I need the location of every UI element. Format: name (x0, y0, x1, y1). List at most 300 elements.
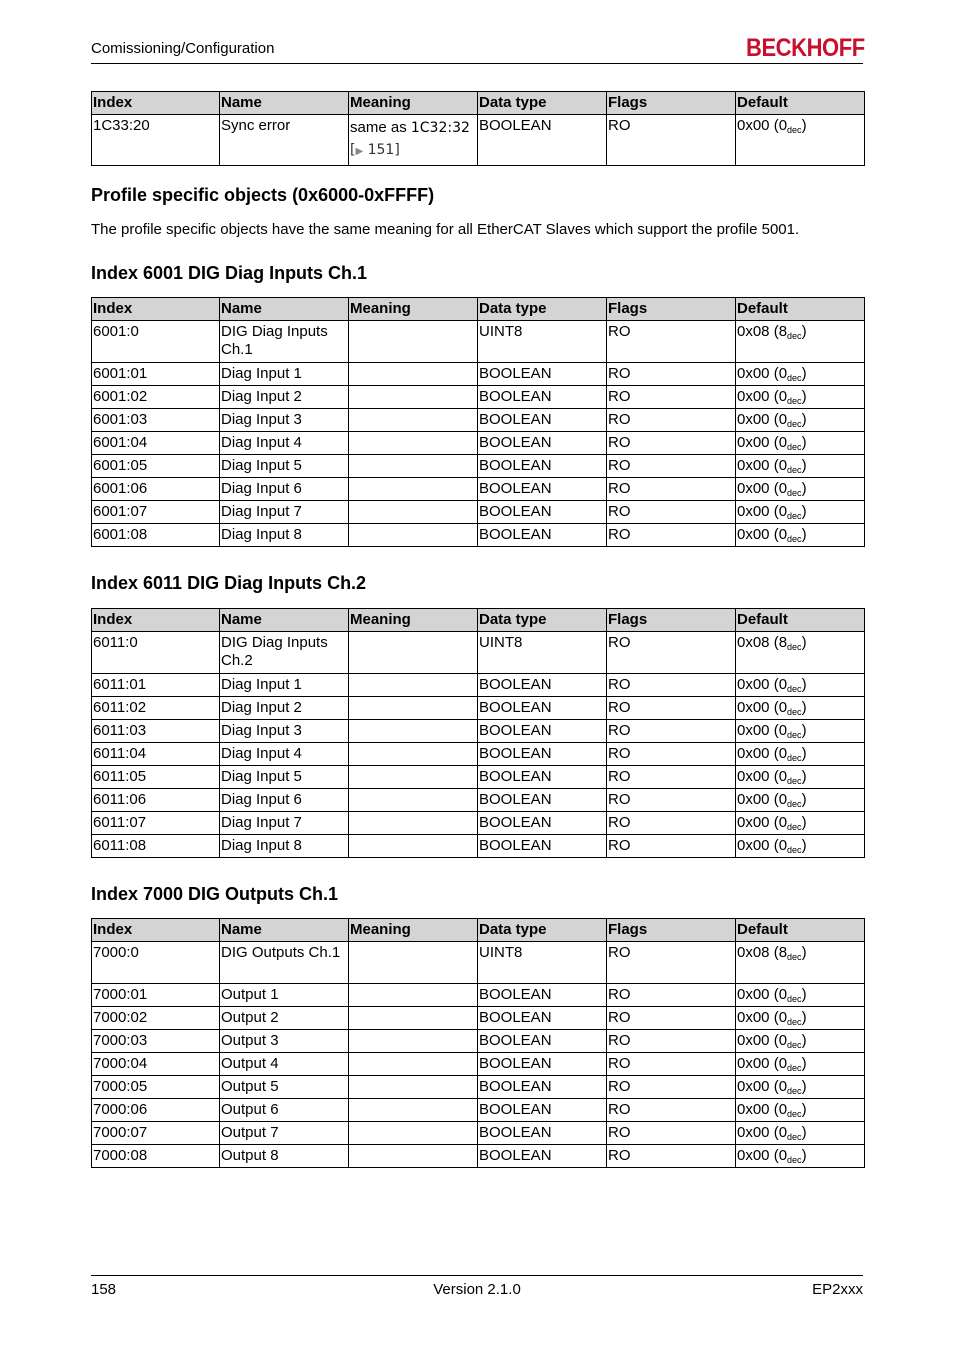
default-value: 0x08 (8 (737, 323, 788, 340)
default-subscript: dec (787, 845, 802, 855)
table-row (92, 432, 865, 455)
table-row (92, 386, 865, 409)
cell-name: Diag Input 1 (220, 674, 349, 697)
cell-default (736, 386, 865, 409)
cell-meaning (349, 1099, 478, 1122)
default-value: 0x00 (0 (737, 411, 788, 428)
cell-index: 6001:08 (92, 524, 220, 547)
default-value: 0x00 (0 (737, 676, 788, 693)
table-header-row (92, 298, 865, 321)
default-subscript: dec (787, 331, 802, 341)
cell-index: 6011:03 (92, 720, 220, 743)
default-subscript: dec (787, 707, 802, 717)
cell-data-type: BOOLEAN (478, 743, 607, 766)
default-close: ) (801, 944, 807, 961)
cell-flags: RO (607, 942, 736, 984)
cell-index: 6001:06 (92, 478, 220, 501)
default-value: 0x00 (0 (737, 745, 788, 762)
table-header-row (92, 919, 865, 942)
table-header-row (92, 609, 865, 632)
cell-meaning (349, 942, 478, 984)
default-value: 0x00 (0 (737, 791, 788, 808)
column-header-data-type: Data type (478, 609, 607, 632)
default-value: 0x00 (0 (737, 814, 788, 831)
cell-name: Output 2 (220, 1007, 349, 1030)
default-close: ) (801, 676, 807, 693)
default-subscript: dec (787, 952, 802, 962)
column-header-index: Index (92, 609, 220, 632)
cell-data-type: BOOLEAN (478, 478, 607, 501)
cell-default (736, 674, 865, 697)
cell-default (736, 697, 865, 720)
default-close: ) (801, 745, 807, 762)
cell-meaning (349, 632, 478, 674)
column-header-default: Default (736, 92, 865, 115)
column-header-name: Name (220, 609, 349, 632)
default-value: 0x00 (0 (737, 1147, 788, 1164)
cell-data-type: BOOLEAN (478, 766, 607, 789)
cell-index: 6011:02 (92, 697, 220, 720)
cell-flags: RO (607, 766, 736, 789)
default-close: ) (801, 1009, 807, 1026)
cell-flags: RO (607, 501, 736, 524)
cell-name: Diag Input 7 (220, 812, 349, 835)
cell-flags: RO (607, 743, 736, 766)
table-row (92, 478, 865, 501)
cell-flags: RO (607, 789, 736, 812)
cell-data-type: BOOLEAN (478, 363, 607, 386)
page-number: 158 (91, 1281, 117, 1298)
cell-flags: RO (607, 432, 736, 455)
cell-data-type: BOOLEAN (478, 812, 607, 835)
cell-index: 7000:08 (92, 1145, 220, 1168)
cell-flags: RO (607, 524, 736, 547)
cell-data-type: BOOLEAN (478, 409, 607, 432)
cell-meaning (349, 321, 478, 363)
cell-meaning (349, 524, 478, 547)
column-header-index: Index (92, 92, 220, 115)
cell-flags: RO (607, 386, 736, 409)
cell-meaning (349, 766, 478, 789)
cell-name: Diag Input 2 (220, 697, 349, 720)
section-heading-6001: Index 6001 DIG Diag Inputs Ch.1 (91, 263, 368, 283)
cell-name: Diag Input 6 (220, 478, 349, 501)
default-subscript: dec (787, 994, 802, 1004)
page-reference-link[interactable]: 151] (363, 142, 400, 158)
cell-flags: RO (607, 478, 736, 501)
object-table-7000 (91, 918, 865, 1168)
column-header-meaning: Meaning (349, 919, 478, 942)
cell-default (736, 478, 865, 501)
section-heading-6011: Index 6011 DIG Diag Inputs Ch.2 (91, 573, 367, 593)
table-row (92, 1099, 865, 1122)
column-header-name: Name (220, 92, 349, 115)
table-row (92, 812, 865, 835)
column-header-default: Default (736, 919, 865, 942)
default-close: ) (801, 634, 807, 651)
default-subscript: dec (787, 1132, 802, 1142)
cell-meaning (349, 1076, 478, 1099)
column-header-flags: Flags (607, 298, 736, 321)
cell-data-type: BOOLEAN (478, 1030, 607, 1053)
default-close: ) (801, 526, 807, 543)
object-table-6011 (91, 608, 865, 858)
cell-name: DIG Diag Inputs Ch.2 (220, 632, 349, 674)
chapter-title: Comissioning/Configuration (91, 40, 275, 57)
table-row (92, 115, 865, 166)
default-subscript: dec (787, 1063, 802, 1073)
default-value: 0x00 (0 (737, 526, 788, 543)
column-header-meaning: Meaning (349, 92, 478, 115)
cell-flags: RO (607, 984, 736, 1007)
cell-data-type: BOOLEAN (478, 386, 607, 409)
cell-index: 6011:06 (92, 789, 220, 812)
cell-name: Diag Input 2 (220, 386, 349, 409)
cell-name: Diag Input 7 (220, 501, 349, 524)
default-value: 0x00 (0 (737, 768, 788, 785)
cell-default (736, 1099, 865, 1122)
table-row (92, 1076, 865, 1099)
cell-default (736, 835, 865, 858)
cell-name: Diag Input 4 (220, 432, 349, 455)
default-subscript: dec (787, 822, 802, 832)
cell-flags: RO (607, 1053, 736, 1076)
cell-flags: RO (607, 835, 736, 858)
cell-default (736, 363, 865, 386)
default-value: 0x00 (0 (737, 388, 788, 405)
default-value: 0x08 (8 (737, 944, 788, 961)
default-close: ) (801, 388, 807, 405)
cell-name: Diag Input 8 (220, 524, 349, 547)
default-value: 0x00 (0 (737, 1124, 788, 1141)
default-value: 0x00 (0 (737, 1101, 788, 1118)
table-row (92, 409, 865, 432)
cell-meaning (349, 1030, 478, 1053)
cell-default (736, 115, 865, 166)
cell-index: 6011:01 (92, 674, 220, 697)
table-row (92, 1030, 865, 1053)
cell-default (736, 409, 865, 432)
cell-flags: RO (607, 363, 736, 386)
cell-meaning (349, 1122, 478, 1145)
cell-flags: RO (607, 115, 736, 166)
column-header-flags: Flags (607, 92, 736, 115)
cell-index: 6001:07 (92, 501, 220, 524)
cell-name: Diag Input 3 (220, 409, 349, 432)
table-row (92, 524, 865, 547)
table-row (92, 942, 865, 984)
default-subscript: dec (787, 465, 802, 475)
cell-data-type: BOOLEAN (478, 1076, 607, 1099)
cell-meaning (349, 1145, 478, 1168)
cell-data-type: BOOLEAN (478, 1145, 607, 1168)
default-value: 0x00 (0 (737, 480, 788, 497)
cell-default (736, 501, 865, 524)
default-subscript: dec (787, 396, 802, 406)
cell-name: Output 6 (220, 1099, 349, 1122)
cell-index: 7000:03 (92, 1030, 220, 1053)
link-arrow-icon: ▶ (355, 146, 364, 157)
default-subscript: dec (787, 730, 802, 740)
column-header-meaning: Meaning (349, 609, 478, 632)
cell-default (736, 321, 865, 363)
document-version: Version 2.1.0 (433, 1281, 521, 1298)
default-subscript: dec (787, 642, 802, 652)
table-row (92, 1122, 865, 1145)
cell-default (736, 720, 865, 743)
cell-flags: RO (607, 1145, 736, 1168)
cell-meaning (349, 720, 478, 743)
cell-default (736, 1030, 865, 1053)
default-value: 0x00 (0 (737, 699, 788, 716)
default-close: ) (801, 323, 807, 340)
default-close: ) (801, 791, 807, 808)
default-subscript: dec (787, 1017, 802, 1027)
cell-default (736, 632, 865, 674)
cell-index: 6011:04 (92, 743, 220, 766)
cell-index: 6011:08 (92, 835, 220, 858)
default-close: ) (801, 365, 807, 382)
cell-meaning (349, 386, 478, 409)
default-value: 0x00 (0 (737, 986, 788, 1003)
cell-flags: RO (607, 812, 736, 835)
cell-name: Output 8 (220, 1145, 349, 1168)
column-header-name: Name (220, 919, 349, 942)
cell-meaning (349, 789, 478, 812)
cross-reference-link[interactable]: 1C32:32 (410, 120, 470, 136)
cell-meaning (349, 812, 478, 835)
cell-name: DIG Outputs Ch.1 (220, 942, 349, 984)
default-close: ) (801, 411, 807, 428)
default-subscript: dec (787, 488, 802, 498)
cell-flags: RO (607, 674, 736, 697)
cell-meaning (349, 743, 478, 766)
default-subscript: dec (787, 753, 802, 763)
cell-default (736, 1145, 865, 1168)
default-value: 0x00 (0 (737, 503, 788, 520)
column-header-flags: Flags (607, 919, 736, 942)
cell-name: Diag Input 3 (220, 720, 349, 743)
cell-default (736, 812, 865, 835)
cell-data-type: UINT8 (478, 942, 607, 984)
default-value: 0x00 (0 (737, 1009, 788, 1026)
default-value: 0x00 (0 (737, 365, 788, 382)
column-header-data-type: Data type (478, 92, 607, 115)
cell-data-type: BOOLEAN (478, 720, 607, 743)
cell-name: Output 3 (220, 1030, 349, 1053)
cell-flags: RO (607, 1099, 736, 1122)
default-close: ) (801, 1032, 807, 1049)
default-close: ) (801, 814, 807, 831)
beckhoff-logo: BECKHOFF (746, 34, 865, 62)
cell-flags: RO (607, 455, 736, 478)
default-subscript: dec (787, 1155, 802, 1165)
cell-flags: RO (607, 1122, 736, 1145)
cell-data-type: UINT8 (478, 321, 607, 363)
table-row (92, 674, 865, 697)
cell-data-type: UINT8 (478, 632, 607, 674)
cell-default (736, 789, 865, 812)
table-row (92, 984, 865, 1007)
cell-data-type: BOOLEAN (478, 432, 607, 455)
cell-meaning (349, 1053, 478, 1076)
cell-data-type: BOOLEAN (478, 115, 607, 166)
cell-meaning (349, 455, 478, 478)
cell-index: 7000:02 (92, 1007, 220, 1030)
cell-name: DIG Diag Inputs Ch.1 (220, 321, 349, 363)
default-subscript: dec (787, 776, 802, 786)
column-header-flags: Flags (607, 609, 736, 632)
default-close: ) (801, 722, 807, 739)
table-row (92, 835, 865, 858)
default-close: ) (801, 768, 807, 785)
cell-default (736, 984, 865, 1007)
table-row (92, 789, 865, 812)
cell-data-type: BOOLEAN (478, 674, 607, 697)
page-ref-bracket: [ (350, 142, 356, 158)
default-subscript: dec (787, 684, 802, 694)
default-close: ) (801, 1055, 807, 1072)
cell-name: Output 7 (220, 1122, 349, 1145)
cell-default (736, 1076, 865, 1099)
cell-index: 7000:01 (92, 984, 220, 1007)
default-close: ) (801, 837, 807, 854)
table-row (92, 321, 865, 363)
default-value: 0x00 (0 (737, 457, 788, 474)
table-row (92, 455, 865, 478)
column-header-index: Index (92, 298, 220, 321)
cell-name: Diag Input 5 (220, 455, 349, 478)
cell-flags: RO (607, 1007, 736, 1030)
cell-meaning (349, 697, 478, 720)
cell-index: 6001:0 (92, 321, 220, 363)
default-close: ) (801, 1147, 807, 1164)
meaning-prefix: same as (350, 119, 411, 136)
cell-default (736, 1053, 865, 1076)
cell-name: Output 5 (220, 1076, 349, 1099)
cell-default (736, 455, 865, 478)
cell-index: 7000:04 (92, 1053, 220, 1076)
cell-data-type: BOOLEAN (478, 1122, 607, 1145)
cell-default (736, 432, 865, 455)
cell-name: Diag Input 6 (220, 789, 349, 812)
column-header-data-type: Data type (478, 298, 607, 321)
cell-meaning (349, 835, 478, 858)
default-value: 0x08 (8 (737, 634, 788, 651)
cell-index: 6001:05 (92, 455, 220, 478)
default-value: 0x00 (0 (737, 117, 788, 134)
default-close: ) (801, 986, 807, 1003)
default-value: 0x00 (0 (737, 1055, 788, 1072)
cell-meaning (349, 363, 478, 386)
cell-default (736, 942, 865, 984)
product-name: EP2xxx (812, 1281, 863, 1298)
cell-flags: RO (607, 720, 736, 743)
table-row (92, 743, 865, 766)
footer-divider (91, 1275, 863, 1276)
header-divider (91, 63, 863, 64)
default-subscript: dec (787, 442, 802, 452)
column-header-default: Default (736, 609, 865, 632)
cell-data-type: BOOLEAN (478, 835, 607, 858)
cell-name: Output 1 (220, 984, 349, 1007)
profile-description: The profile specific objects have the same meaning for all EtherCAT Slaves which support the profile 5001. (91, 221, 800, 238)
column-header-default: Default (736, 298, 865, 321)
default-close: ) (801, 457, 807, 474)
table-row (92, 766, 865, 789)
column-header-index: Index (92, 919, 220, 942)
cell-data-type: BOOLEAN (478, 1053, 607, 1076)
column-header-data-type: Data type (478, 919, 607, 942)
cell-index: 6001:04 (92, 432, 220, 455)
default-close: ) (801, 699, 807, 716)
default-close: ) (801, 1101, 807, 1118)
default-subscript: dec (787, 125, 802, 135)
cell-index: 6011:07 (92, 812, 220, 835)
cell-flags: RO (607, 697, 736, 720)
default-close: ) (801, 480, 807, 497)
cell-flags: RO (607, 409, 736, 432)
cell-meaning (349, 1007, 478, 1030)
default-value: 0x00 (0 (737, 434, 788, 451)
default-close: ) (801, 1124, 807, 1141)
cell-meaning (349, 501, 478, 524)
default-value: 0x00 (0 (737, 837, 788, 854)
cell-default (736, 766, 865, 789)
table-row (92, 1145, 865, 1168)
table-row (92, 632, 865, 674)
cell-index: 6001:02 (92, 386, 220, 409)
cell-data-type: BOOLEAN (478, 524, 607, 547)
default-subscript: dec (787, 1109, 802, 1119)
table-row (92, 697, 865, 720)
cell-data-type: BOOLEAN (478, 1099, 607, 1122)
cell-flags: RO (607, 632, 736, 674)
cell-meaning (349, 478, 478, 501)
table-row (92, 501, 865, 524)
default-close: ) (801, 117, 807, 134)
cell-default (736, 1122, 865, 1145)
cell-data-type: BOOLEAN (478, 501, 607, 524)
cell-index: 7000:05 (92, 1076, 220, 1099)
cell-default (736, 524, 865, 547)
default-close: ) (801, 503, 807, 520)
cell-name: Diag Input 5 (220, 766, 349, 789)
cell-name: Diag Input 1 (220, 363, 349, 386)
cell-meaning (349, 432, 478, 455)
cell-name: Output 4 (220, 1053, 349, 1076)
table-row (92, 1053, 865, 1076)
cell-data-type: BOOLEAN (478, 789, 607, 812)
cell-data-type: BOOLEAN (478, 455, 607, 478)
cell-index: 7000:07 (92, 1122, 220, 1145)
default-subscript: dec (787, 1040, 802, 1050)
cell-flags: RO (607, 1076, 736, 1099)
object-table-6001 (91, 297, 865, 547)
table-row (92, 720, 865, 743)
table-row (92, 1007, 865, 1030)
cell-meaning (349, 115, 478, 166)
cell-data-type: BOOLEAN (478, 1007, 607, 1030)
cell-data-type: BOOLEAN (478, 697, 607, 720)
cell-index: 7000:06 (92, 1099, 220, 1122)
cell-meaning (349, 409, 478, 432)
default-close: ) (801, 1078, 807, 1095)
cell-meaning (349, 984, 478, 1007)
cell-index: 1C33:20 (92, 115, 220, 166)
default-subscript: dec (787, 373, 802, 383)
cell-name: Diag Input 4 (220, 743, 349, 766)
